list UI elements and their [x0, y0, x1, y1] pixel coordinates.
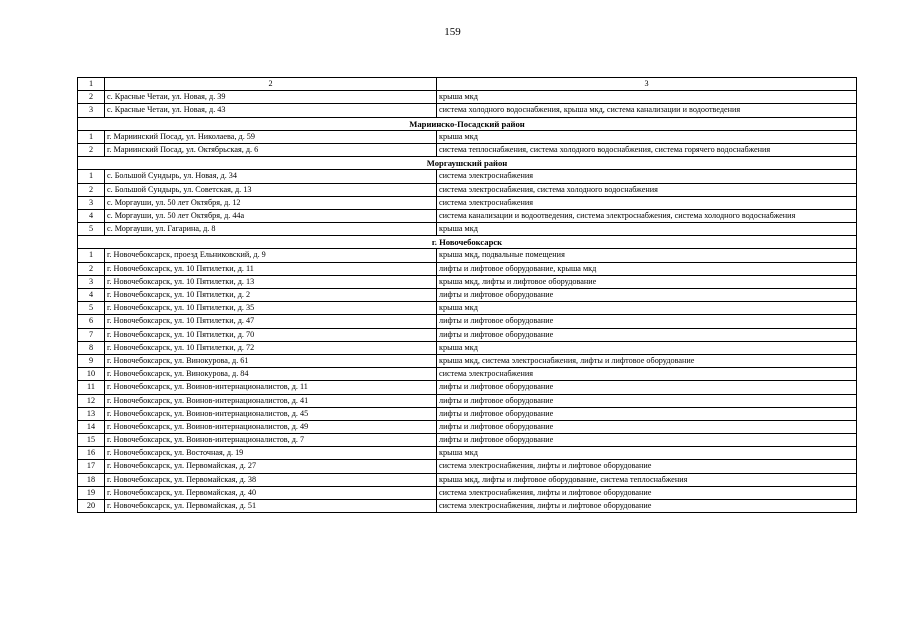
table-row	[78, 302, 857, 315]
row-number: 12	[78, 394, 105, 407]
table-row	[78, 130, 857, 143]
row-systems: лифты и лифтовое оборудование	[437, 420, 857, 433]
row-systems: крыша мкд	[437, 130, 857, 143]
row-address: г. Новочебоксарск, ул. 10 Пятилетки, д. 35	[105, 302, 437, 315]
row-number: 2	[78, 91, 105, 104]
row-number: 10	[78, 368, 105, 381]
row-systems: система электроснабжения, лифты и лифтовое оборудование	[437, 486, 857, 499]
row-number: 17	[78, 460, 105, 473]
section-heading-row	[78, 236, 857, 249]
row-systems: крыша мкд, система электроснабжения, лифты и лифтовое оборудование	[437, 354, 857, 367]
row-systems: система канализации и водоотведения, система электроснабжения, система холодного водоснабжения	[437, 209, 857, 222]
row-number: 4	[78, 289, 105, 302]
row-address: г. Новочебоксарск, ул. 10 Пятилетки, д. 11	[105, 262, 437, 275]
row-address: с. Красные Четаи, ул. Новая, д. 39	[105, 91, 437, 104]
row-systems: лифты и лифтовое оборудование	[437, 315, 857, 328]
row-address: г. Новочебоксарск, ул. 10 Пятилетки, д. 47	[105, 315, 437, 328]
row-address: г. Новочебоксарск, ул. 10 Пятилетки, д. 13	[105, 275, 437, 288]
objects-table	[77, 77, 857, 513]
table-row	[78, 223, 857, 236]
row-systems: система электроснабжения	[437, 170, 857, 183]
row-systems: крыша мкд	[437, 341, 857, 354]
row-number: 6	[78, 315, 105, 328]
table-row	[78, 91, 857, 104]
row-number: 2	[78, 143, 105, 156]
row-number: 1	[78, 170, 105, 183]
row-address: г. Новочебоксарск, ул. Первомайская, д. 40	[105, 486, 437, 499]
row-address: г. Новочебоксарск, ул. Воинов-интернационалистов, д. 7	[105, 434, 437, 447]
table-row	[78, 460, 857, 473]
table-row	[78, 209, 857, 222]
row-systems: крыша мкд, лифты и лифтовое оборудование, система теплоснабжения	[437, 473, 857, 486]
table-row	[78, 170, 857, 183]
row-systems: лифты и лифтовое оборудование, крыша мкд	[437, 262, 857, 275]
column-systems-header: 3	[437, 78, 857, 91]
row-address: с. Моргауши, ул. 50 лет Октября, д. 44а	[105, 209, 437, 222]
table-row	[78, 143, 857, 156]
row-address: г. Новочебоксарск, проезд Ельниковский, д. 9	[105, 249, 437, 262]
row-systems: система теплоснабжения, система холодного водоснабжения, система горячего водоснабжения	[437, 143, 857, 156]
row-number: 11	[78, 381, 105, 394]
row-systems: лифты и лифтовое оборудование	[437, 434, 857, 447]
row-number: 3	[78, 104, 105, 117]
row-systems: крыша мкд	[437, 223, 857, 236]
table-row	[78, 249, 857, 262]
column-address-header: 2	[105, 78, 437, 91]
table-row	[78, 473, 857, 486]
row-address: с. Красные Четаи, ул. Новая, д. 43	[105, 104, 437, 117]
row-number: 1	[78, 249, 105, 262]
table-row	[78, 262, 857, 275]
row-systems: система электроснабжения, лифты и лифтовое оборудование	[437, 460, 857, 473]
column-number-header: 1	[78, 78, 105, 91]
row-number: 13	[78, 407, 105, 420]
row-number: 5	[78, 223, 105, 236]
table-row	[78, 275, 857, 288]
row-systems: крыша мкд, подвальные помещения	[437, 249, 857, 262]
row-number: 5	[78, 302, 105, 315]
table-row	[78, 104, 857, 117]
row-number: 9	[78, 354, 105, 367]
table-row	[78, 289, 857, 302]
row-address: г. Новочебоксарск, ул. Воинов-интернационалистов, д. 49	[105, 420, 437, 433]
row-address: г. Новочебоксарск, ул. 10 Пятилетки, д. 70	[105, 328, 437, 341]
row-address: г. Новочебоксарск, ул. Первомайская, д. 38	[105, 473, 437, 486]
table-row	[78, 447, 857, 460]
table-row	[78, 341, 857, 354]
row-address: с. Большой Сундырь, ул. Новая, д. 34	[105, 170, 437, 183]
table-row	[78, 381, 857, 394]
row-address: г. Новочебоксарск, ул. 10 Пятилетки, д. 2	[105, 289, 437, 302]
row-number: 7	[78, 328, 105, 341]
table-row	[78, 394, 857, 407]
table-row	[78, 420, 857, 433]
section-heading: Мариинско-Посадский район	[78, 117, 857, 130]
row-number: 3	[78, 275, 105, 288]
row-systems: лифты и лифтовое оборудование	[437, 407, 857, 420]
row-address: г. Новочебоксарск, ул. Восточная, д. 19	[105, 447, 437, 460]
table-row	[78, 486, 857, 499]
row-systems: лифты и лифтовое оборудование	[437, 328, 857, 341]
row-systems: система электроснабжения	[437, 196, 857, 209]
section-heading-row	[78, 157, 857, 170]
row-number: 16	[78, 447, 105, 460]
row-address: г. Новочебоксарск, ул. Первомайская, д. 27	[105, 460, 437, 473]
row-number: 19	[78, 486, 105, 499]
row-address: г. Новочебоксарск, ул. Воинов-интернационалистов, д. 41	[105, 394, 437, 407]
row-address: с. Моргауши, ул. 50 лет Октября, д. 12	[105, 196, 437, 209]
row-address: г. Мариинский Посад, ул. Николаева, д. 59	[105, 130, 437, 143]
row-systems: система электроснабжения, система холодного водоснабжения	[437, 183, 857, 196]
row-systems: система электроснабжения, лифты и лифтовое оборудование	[437, 500, 857, 513]
row-number: 3	[78, 196, 105, 209]
table-row	[78, 354, 857, 367]
table-row	[78, 368, 857, 381]
row-number: 15	[78, 434, 105, 447]
row-number: 2	[78, 262, 105, 275]
table-row	[78, 315, 857, 328]
row-address: г. Новочебоксарск, ул. Винокурова, д. 61	[105, 354, 437, 367]
table-row	[78, 328, 857, 341]
row-address: г. Новочебоксарск, ул. Воинов-интернационалистов, д. 11	[105, 381, 437, 394]
section-heading: Моргаушский район	[78, 157, 857, 170]
row-systems: лифты и лифтовое оборудование	[437, 381, 857, 394]
row-systems: система холодного водоснабжения, крыша мкд, система канализации и водоотведения	[437, 104, 857, 117]
row-number: 4	[78, 209, 105, 222]
table-row	[78, 434, 857, 447]
row-address: с. Моргауши, ул. Гагарина, д. 8	[105, 223, 437, 236]
row-number: 8	[78, 341, 105, 354]
row-address: г. Новочебоксарск, ул. 10 Пятилетки, д. 72	[105, 341, 437, 354]
row-systems: система электроснабжения	[437, 368, 857, 381]
row-systems: крыша мкд	[437, 91, 857, 104]
table-header-row	[78, 78, 857, 91]
table-row	[78, 183, 857, 196]
table-row	[78, 500, 857, 513]
table-row	[78, 196, 857, 209]
table-row	[78, 407, 857, 420]
row-systems: крыша мкд	[437, 447, 857, 460]
row-number: 14	[78, 420, 105, 433]
section-heading: г. Новочебоксарск	[78, 236, 857, 249]
section-heading-row	[78, 117, 857, 130]
row-address: г. Новочебоксарск, ул. Винокурова, д. 84	[105, 368, 437, 381]
row-number: 18	[78, 473, 105, 486]
row-number: 20	[78, 500, 105, 513]
row-address: г. Мариинский Посад, ул. Октябрьская, д. 6	[105, 143, 437, 156]
row-number: 2	[78, 183, 105, 196]
page-number: 159	[444, 26, 461, 38]
row-address: г. Новочебоксарск, ул. Воинов-интернационалистов, д. 45	[105, 407, 437, 420]
row-address: с. Большой Сундырь, ул. Советская, д. 13	[105, 183, 437, 196]
row-number: 1	[78, 130, 105, 143]
row-systems: лифты и лифтовое оборудование	[437, 394, 857, 407]
row-systems: крыша мкд	[437, 302, 857, 315]
row-systems: лифты и лифтовое оборудование	[437, 289, 857, 302]
row-address: г. Новочебоксарск, ул. Первомайская, д. 51	[105, 500, 437, 513]
row-systems: крыша мкд, лифты и лифтовое оборудование	[437, 275, 857, 288]
